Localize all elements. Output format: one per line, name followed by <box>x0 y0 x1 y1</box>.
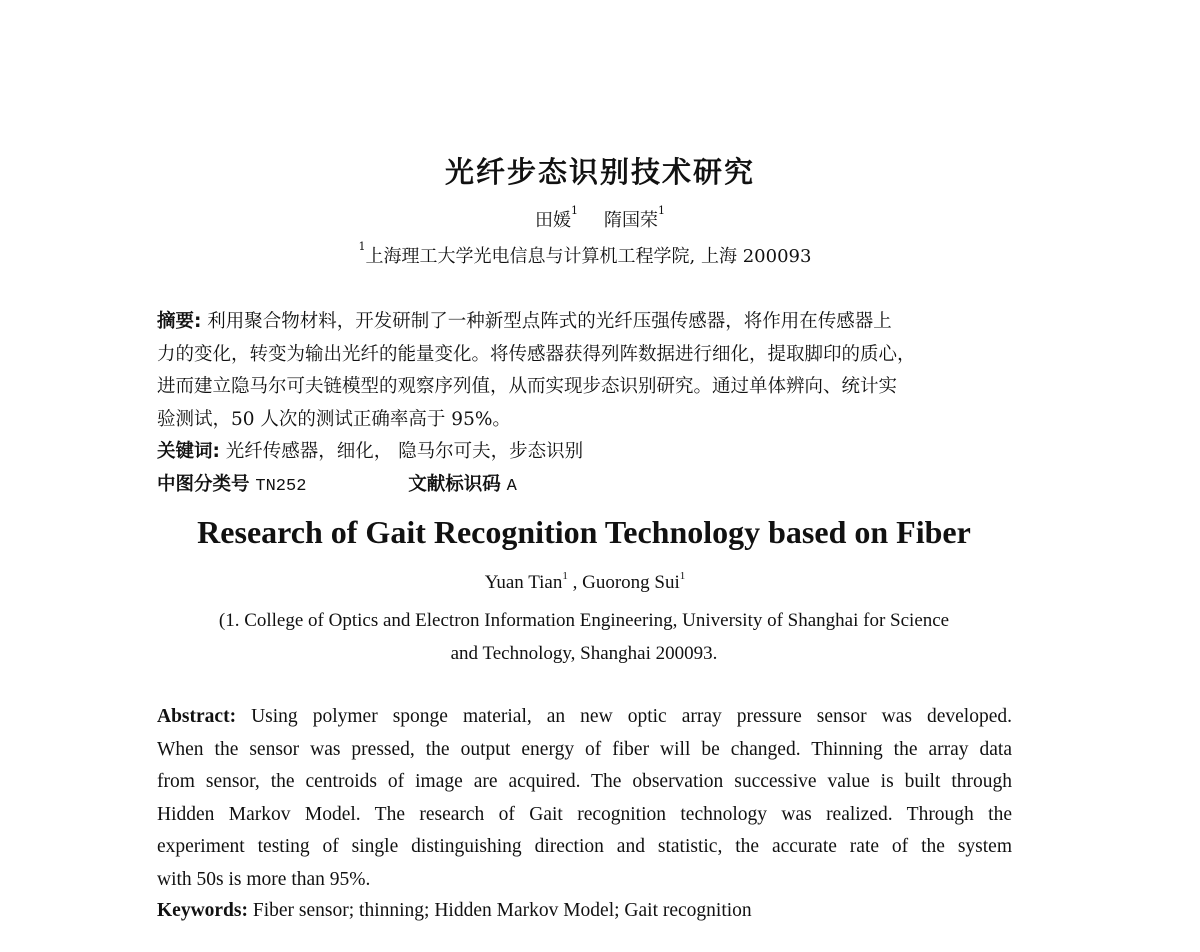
chinese-author-1: 田媛 <box>535 210 571 231</box>
chinese-author-2: 隋国荣 <box>604 210 658 231</box>
chinese-author-1-mark: 1 <box>571 204 578 217</box>
english-author-1: Yuan Tian <box>484 572 563 593</box>
chinese-abstract <box>157 306 1017 436</box>
english-author-2: Guorong Sui <box>582 572 680 593</box>
english-author-2-mark: 1 <box>679 570 686 582</box>
english-affiliation-line-2: and Technology, Shanghai 200093. <box>450 643 718 664</box>
document-code-value: A <box>506 477 517 496</box>
english-abstract-line: from sensor, the centroids of image are acquired. The observation successive value is built through <box>157 771 1012 792</box>
english-abstract-line: When the sensor was pressed, the output energy of fiber will be changed. Thinning the array data <box>157 738 1012 760</box>
english-keywords-text: Fiber sensor; thinning; Hidden Markov Model; Gait recognition <box>248 900 752 921</box>
class-number-value: TN252 <box>255 477 307 496</box>
chinese-abstract-text: 利用聚合物材料，开发研制了一种新型点阵式的光纤压强传感器，将作用在传感器上 <box>201 311 892 332</box>
chinese-affiliation-text: 上海理工大学光电信息与计算机工程学院, 上海 200093 <box>365 246 812 267</box>
english-abstract-label: Abstract: <box>157 706 237 727</box>
english-abstract-line: Hidden Markov Model. The research of Gait recognition technology was realized. Through the <box>157 803 1012 825</box>
class-number-label: 中图分类号 <box>157 474 250 495</box>
classification-line <box>157 470 857 496</box>
chinese-abstract-line: 验测试，50 人次的测试正确率高于 95%。 <box>157 408 511 430</box>
chinese-abstract-line: 力的变化，转变为输出光纤的能量变化。将传感器获得列阵数据进行细化，提取脚印的质心， <box>157 343 916 365</box>
english-abstract <box>157 701 1012 896</box>
english-abstract-line <box>157 701 1012 734</box>
chinese-abstract-label: 摘要: <box>157 311 202 332</box>
english-title: Research of Gait Recognition Technology based on Fiber <box>197 514 971 550</box>
chinese-title: 光纤步态识别技术研究 <box>444 155 755 189</box>
chinese-authors <box>0 206 1200 232</box>
chinese-abstract-line: 进而建立隐马尔可夫链模型的观察序列值，从而实现步态识别研究。通过单体辨向、统计实 <box>157 376 898 397</box>
chinese-keywords <box>157 437 583 463</box>
chinese-abstract-line <box>157 306 1017 339</box>
chinese-affiliation <box>0 242 1170 268</box>
english-author-1-mark: 1 <box>562 570 568 582</box>
chinese-affiliation-mark: 1 <box>358 240 366 253</box>
chinese-keywords-text: 光纤传感器，细化， 隐马尔可夫，步态识别 <box>219 441 584 462</box>
english-abstract-text: Using polymer sponge material, an new optic array pressure sensor was developed. <box>236 706 1012 727</box>
english-author-separator: , <box>567 572 583 593</box>
english-affiliation-line-1: (1. College of Optics and Electron Information Engineering, University of Shanghai for Science <box>218 610 950 631</box>
document-code-label: 文献标识码 <box>408 474 501 495</box>
english-keywords-label: Keywords: <box>157 900 248 921</box>
english-affiliation <box>0 604 1168 670</box>
english-keywords <box>157 900 752 922</box>
chinese-keywords-label: 关键词: <box>157 441 220 462</box>
english-abstract-line: with 50s is more than 95%. <box>157 868 371 890</box>
chinese-author-2-mark: 1 <box>658 204 665 217</box>
english-abstract-line: experiment testing of single distinguishing direction and statistic, the accurate rate of the system <box>157 836 1012 857</box>
english-authors <box>0 572 1170 594</box>
